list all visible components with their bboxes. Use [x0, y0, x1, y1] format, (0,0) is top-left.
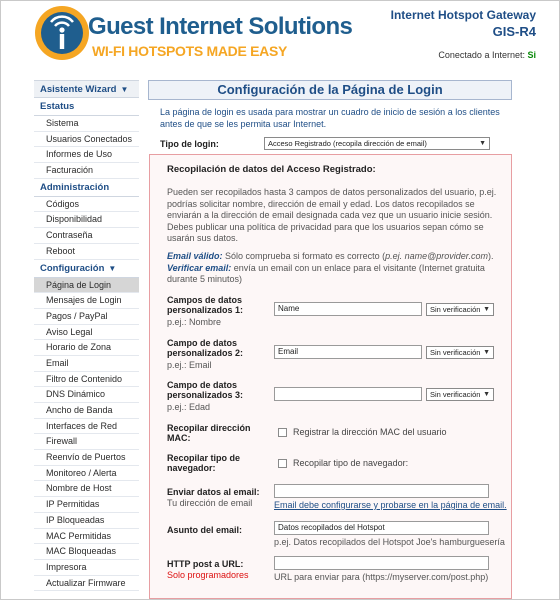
- page-intro: La página de login es usada para mostrar un cuadro de inicio de sesión a los clientes antes de que se les permita usar Internet.: [160, 107, 500, 129]
- sidebar-wizard-label: Asistente Wizard: [40, 83, 117, 95]
- registered-access-panel: [149, 154, 512, 599]
- sidebar-item[interactable]: MAC Bloqueadas: [34, 544, 139, 560]
- sidebar-item[interactable]: Disponibilidad: [34, 212, 139, 228]
- login-type-select[interactable]: [264, 137, 490, 150]
- page-title: Configuración de la Página de Login: [148, 80, 512, 100]
- sidebar-item[interactable]: Reenvío de Puertos: [34, 450, 139, 466]
- sidebar-item[interactable]: Informes de Uso: [34, 147, 139, 163]
- sidebar-item[interactable]: Actualizar Firmware: [34, 576, 139, 592]
- connection-label: Conectado a Internet:: [438, 50, 525, 60]
- panel-description: Pueden ser recopilados hasta 3 campos de datos personalizados del usuario, p.ej. podrías solicitar nombre, dirección de email y edad. Los datos recopilados se enviarán a la dirección de email designada cada vez que un usuario inicie sesión. Debes publicar una política de privacidad para que los usuarios sepan cómo se usarán sus datos.: [167, 187, 497, 243]
- email-valid-text: Sólo comprueba si formato es correcto (: [222, 251, 386, 261]
- dropdown-arrow-icon: ▼: [483, 306, 490, 313]
- sidebar: [34, 80, 139, 598]
- sidebar-item[interactable]: Contraseña: [34, 228, 139, 244]
- sidebar-section-2[interactable]: [34, 260, 139, 278]
- verify-email-label: Verificar email:: [167, 262, 232, 273]
- custom-field-1-verification-select[interactable]: [426, 303, 494, 316]
- http-post-input[interactable]: [274, 556, 489, 570]
- send-email-sub: Tu dirección de email: [167, 498, 253, 508]
- sidebar-section-title: Configuración: [40, 262, 105, 274]
- sidebar-item[interactable]: MAC Permitidas: [34, 529, 139, 545]
- custom-field-2-input[interactable]: Email: [274, 345, 422, 359]
- sidebar-item[interactable]: Filtro de Contenido: [34, 372, 139, 388]
- send-email-label: Enviar datos al email:: [167, 487, 260, 497]
- panel-title: Recopilación de datos del Acceso Registrado:: [167, 164, 376, 175]
- connection-status: [438, 50, 536, 60]
- custom-field-1-label: Campos de datos personalizados 1:: [167, 295, 244, 315]
- custom-field-2-hint: p.ej.: Email: [167, 360, 212, 370]
- sidebar-item[interactable]: Ancho de Banda: [34, 403, 139, 419]
- sidebar-item[interactable]: Facturación: [34, 163, 139, 179]
- sidebar-section-title: Estatus: [40, 101, 75, 112]
- chevron-down-icon: ▼: [120, 84, 129, 94]
- login-type-value: Acceso Registrado (recopila dirección de email): [268, 139, 427, 148]
- dropdown-arrow-icon: ▼: [479, 140, 486, 147]
- email-subject-hint: p.ej. Datos recopilados del Hotspot Joe's hamburguesería: [274, 537, 505, 547]
- custom-field-1-verification-value: Sin verificación: [430, 305, 481, 314]
- brand-tagline: WI-FI HOTSPOTS MADE EASY: [92, 43, 288, 59]
- collect-browser-label: Recopilar tipo de navegador:: [167, 453, 241, 473]
- sidebar-item[interactable]: Usuarios Conectados: [34, 132, 139, 148]
- sidebar-item[interactable]: Reboot: [34, 244, 139, 260]
- custom-field-3-verification-value: Sin verificación: [430, 390, 481, 399]
- login-type-label: Tipo de login:: [160, 139, 219, 149]
- custom-field-2-label: Campo de datos personalizados 2:: [167, 338, 244, 358]
- email-valid-label: Email válido:: [167, 251, 223, 261]
- collect-mac-checkbox[interactable]: [278, 428, 287, 437]
- email-config-link[interactable]: Email debe configurarse y probarse en la página de email.: [274, 500, 507, 510]
- sidebar-item[interactable]: Firewall: [34, 434, 139, 450]
- collect-mac-checkbox-label: Registrar la dirección MAC del usuario: [293, 427, 447, 437]
- email-subject-input[interactable]: Datos recopilados del Hotspot: [274, 521, 489, 535]
- verify-email-text: envía un email con un enlace para el visitante (Internet gratuita durante 5 minutos): [167, 262, 485, 284]
- brand-name: Guest Internet Solutions: [88, 13, 353, 40]
- collect-mac-label: Recopilar dirección MAC:: [167, 423, 251, 443]
- sidebar-item[interactable]: Email: [34, 356, 139, 372]
- sidebar-item[interactable]: Página de Login: [34, 278, 139, 294]
- sidebar-section-1[interactable]: [34, 179, 139, 197]
- sidebar-item[interactable]: Impresora: [34, 560, 139, 576]
- sidebar-section-title: Administración: [40, 181, 110, 193]
- custom-field-2-verification-value: Sin verificación: [430, 348, 481, 357]
- sidebar-item[interactable]: Interfaces de Red: [34, 419, 139, 435]
- dropdown-arrow-icon: ▼: [483, 391, 490, 398]
- custom-field-1-hint: p.ej.: Nombre: [167, 317, 222, 327]
- sidebar-item[interactable]: IP Bloqueadas: [34, 513, 139, 529]
- email-valid-end: ).: [487, 251, 494, 261]
- dropdown-arrow-icon: ▼: [483, 349, 490, 356]
- custom-field-3-input[interactable]: [274, 387, 422, 401]
- custom-field-3-hint: p.ej.: Edad: [167, 402, 211, 412]
- sidebar-item[interactable]: Nombre de Host: [34, 481, 139, 497]
- model-name: GIS-R4: [492, 24, 536, 39]
- sidebar-item[interactable]: Códigos: [34, 197, 139, 213]
- sidebar-item[interactable]: DNS Dinámico: [34, 387, 139, 403]
- send-email-input[interactable]: [274, 484, 489, 498]
- sidebar-item[interactable]: Aviso Legal: [34, 325, 139, 341]
- sidebar-item[interactable]: Mensajes de Login: [34, 293, 139, 309]
- product-name: Internet Hotspot Gateway: [390, 8, 536, 22]
- collect-browser-checkbox[interactable]: [278, 459, 287, 468]
- sidebar-item[interactable]: Pagos / PayPal: [34, 309, 139, 325]
- connection-value: Si: [527, 50, 536, 60]
- sidebar-item[interactable]: Sistema: [34, 116, 139, 132]
- collect-browser-checkbox-label: Recopilar tipo de navegador:: [293, 458, 409, 468]
- logo-icon: [34, 5, 90, 61]
- custom-field-3-label: Campo de datos personalizados 3:: [167, 380, 244, 400]
- email-valid-example: p.ej. name@provider.com: [385, 251, 488, 261]
- custom-field-1-input[interactable]: Name: [274, 302, 422, 316]
- sidebar-item[interactable]: Monitoreo / Alerta: [34, 466, 139, 482]
- custom-field-2-verification-select[interactable]: [426, 346, 494, 359]
- http-post-label: HTTP post a URL:: [167, 559, 244, 569]
- http-post-sub: Solo programadores: [167, 570, 249, 580]
- email-validation-notes: [167, 251, 507, 286]
- email-subject-label: Asunto del email:: [167, 525, 243, 535]
- sidebar-wizard[interactable]: [34, 80, 139, 98]
- sidebar-section-0[interactable]: [34, 98, 139, 116]
- sidebar-item[interactable]: Horario de Zona: [34, 340, 139, 356]
- custom-field-3-verification-select[interactable]: [426, 388, 494, 401]
- chevron-down-icon: ▼: [108, 263, 117, 273]
- sidebar-item[interactable]: IP Permitidas: [34, 497, 139, 513]
- http-post-hint: URL para enviar para (https://myserver.com/post.php): [274, 572, 489, 582]
